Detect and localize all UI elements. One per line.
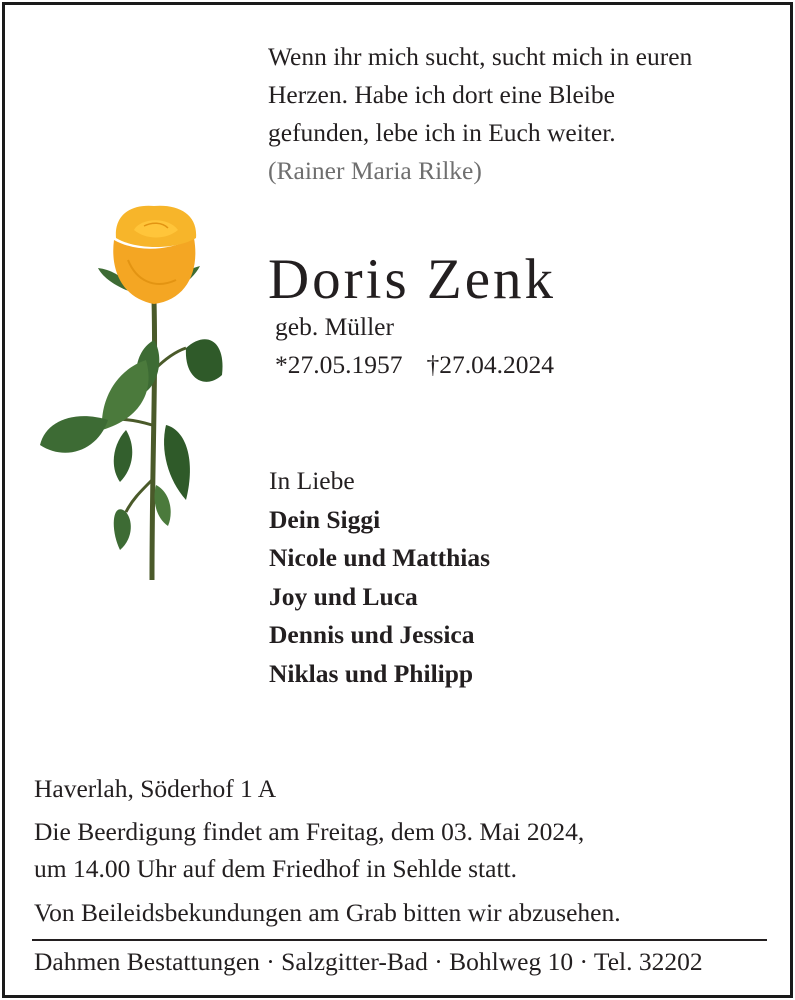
mourner-name: Dein Siggi: [269, 504, 381, 534]
mourners-list: [269, 462, 769, 694]
deceased-name: Doris Zenk: [268, 248, 557, 311]
funeral-info: [34, 770, 774, 931]
poem-line: Wenn ihr mich sucht, sucht mich in euren: [268, 42, 693, 71]
birth-date: *27.05.1957: [275, 350, 403, 379]
rose-side-stem: [126, 480, 152, 512]
poem-author: (Rainer Maria Rilke): [268, 156, 482, 185]
birth-name: geb. Müller: [275, 312, 394, 341]
life-dates: [275, 348, 554, 382]
death-date: †27.04.2024: [426, 350, 554, 379]
funeral-details-line: Die Beerdigung findet am Freitag, dem 03. Mai 2024,: [34, 817, 585, 846]
rose-leaf: [114, 509, 131, 550]
funeral-details-line: um 14.00 Uhr auf dem Friedhof in Sehlde statt.: [34, 854, 518, 883]
mourners-intro: In Liebe: [269, 466, 355, 495]
condolence-note: Von Beileidsbekundungen am Grab bitten wir abzusehen.: [34, 898, 621, 927]
memorial-poem: [268, 38, 778, 190]
rose-leaf: [114, 430, 133, 482]
rose-leaf: [40, 416, 108, 453]
rose-petal: [113, 238, 195, 304]
poem-line: Herzen. Habe ich dort eine Bleibe: [268, 80, 615, 109]
footer-divider: [32, 939, 767, 941]
family-address: Haverlah, Söderhof 1 A: [34, 774, 277, 803]
mourner-name: Nicole und Matthias: [269, 543, 491, 573]
mourner-name: Joy und Luca: [269, 581, 418, 611]
mourner-name: Niklas und Philipp: [269, 658, 474, 688]
rose-leaf: [155, 485, 171, 526]
yellow-rose-image: [36, 200, 232, 585]
funeral-home-footer: Dahmen Bestattungen · Salzgitter-Bad · Bohlweg 10 · Tel. 32202: [34, 947, 703, 976]
mourner-name: Dennis und Jessica: [269, 620, 475, 650]
rose-leaf: [186, 339, 223, 382]
rose-leaf: [164, 425, 190, 500]
poem-line: gefunden, lebe ich in Euch weiter.: [268, 118, 616, 147]
